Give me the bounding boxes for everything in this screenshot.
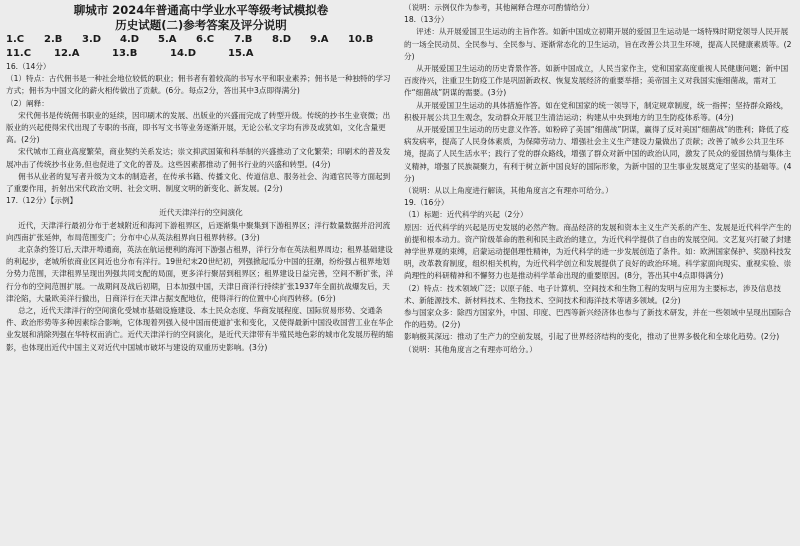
q19-paragraph: 影响极其深远：推动了生产力的空前发展，引起了世界经济结构的变化，推动了世界多极化和全球化趋势。(2分) — [404, 332, 780, 342]
q18-paragraph: 评述：从开展爱国卫生运动的主旨作答。如新中国成立初期开展的爱国卫生运动是一场特殊时期党领导人民开展的一场全民动员、全民参与、全民参与、逐渐常态化的卫生运动，旨在改善公共卫生环境，提高人民健康素质等。(2分) — [404, 27, 792, 61]
q16-paragraph: 佣书从业者的复写者升级为文本的制造者，在传承书籍、传播文化、传道信息、服务社会、沟通官民等方面起到了重要作用，折射出宋代政治文明、社会文明、制度文明的新变化、新发展。(2分) — [6, 171, 391, 194]
answer: 1.C — [6, 34, 25, 45]
note: （说明：其他角度言之有理亦可给分。） — [404, 344, 537, 354]
answer: 4.D — [120, 34, 140, 45]
q18-paragraph: 从开展爱国卫生运动的历史意义作答。如粉碎了美国“细菌战”阴谋，赢得了反对美国“细菌战”的胜利；降低了疫病发病率，提高了人民身体素质，为保障劳动力、增强社会主义生产建设力量做出了贡献；改善了城乡公共卫生环境，提高了人民生活水平；践行了党的群众路线，增强了群众对新中国的政治认同，激发了民众的爱国热情与集体主义精神，增强了民族凝聚力，有利于树立新中国良好的国际形象，为新中国的卫生事业发展奠定了坚实的基础等。(4分) — [404, 125, 792, 183]
answer: 12.A — [54, 48, 80, 59]
answer: 11.C — [6, 48, 32, 59]
answer: 14.D — [170, 48, 197, 59]
document-subtitle: 历史试题(二)参考答案及评分说明 — [115, 18, 287, 32]
answer: 15.A — [228, 48, 254, 59]
answer: 7.B — [234, 34, 253, 45]
q16-part2-heading: （2）阐释： — [6, 98, 49, 108]
right-column — [404, 0, 794, 546]
q17-paragraph: 北京条约签订后,天津开埠通商，英法在航运便利的海河下游强占租界，洋行分布在英法租界周边；租界基础建设的利起步，老城所依商业区间近也分布有洋行。19世纪末20世纪初，列强掀起瓜分中国的狂潮，纷纷强占租界地划分势力范围，天津租界呈现出列强共同支配的局面，更多洋行聚居到租界区；租界建设日益完善，空间不断扩张，洋行分布的空间范围扩展。一战期间及战后初期，日本加强中国，天津日商洋行持续扩张1937年全面抗战爆发后，天津沦陷，大量欧美洋行撤出，日商洋行在天津占据支配地位，使得洋行的位置中心向西转移。(6分) — [6, 245, 394, 303]
answer: 10.B — [348, 34, 374, 45]
q16-heading: 16.（14分） — [6, 62, 51, 71]
answer: 13.B — [112, 48, 138, 59]
answer: 6.C — [196, 34, 215, 45]
q17-paragraph: 近代，天津洋行最初分布于老城附近和海河下游租界区，后逐渐集中聚集到下游租界区；洋行数量数据并沿河流向西南扩张延伸，布局范围变广；分布中心从英法租界向日租界转移。(3分) — [6, 220, 391, 242]
answers-row-2 — [6, 47, 396, 61]
q19-paragraph: （2）特点：技术领域广泛；以原子能、电子计算机、空间技术和生物工程的发明与应用为主要标志，涉及信息技术、新能源技术、新材料技术、生物技术、空间技术和海洋技术等诸多领域。(2分) — [404, 283, 781, 305]
q19-paragraph: 原因：近代科学的兴起是历史发展的必然产物。商品经济的发展和资本主义生产关系的产生、发展是近代科学产生的前提和根本动力。资产阶级革命的胜利和民主政治的建立，为近代科学提供了自由的发展空间。文艺复兴打破了封建神学世界观的束缚，启蒙运动提倡理性精神，为近代科学的进一步发展创造了条件。如：欧洲国家保护、奖励科技发明，改革教育制度，组织相关机构，为近代科学创立和发展提供了良好的政治环境。科学家面向现实、重视实验、崇尚理性的科研精神和不懈努力也是推动科学革命出现的重要原因。(8分，答出其中4点即得满分) — [404, 222, 792, 281]
q16-paragraph: 宋代城市工商业高度繁荣，商业契约关系发达；崇文抑武国策和科举制的兴盛推动了文化繁荣；印刷术的普及发展冲击了传统抄书业务,但也促进了文化的普及。这些因素都推动了佣书行业的兴盛和转型。(4分) — [6, 147, 391, 169]
q18-paragraph: 从开展爱国卫生运动的具体措施作答。如在党和国家的统一领导下，制定规章制度，统一指挥；坚持群众路线，积极开展公共卫生观念，发动群众开展卫生清洁运动；构建从中央到地方的卫生防疫体系等。(4分) — [404, 100, 789, 122]
q19-heading: 19.（16分） — [404, 198, 449, 208]
answer: 3.D — [82, 34, 102, 45]
answer: 5.A — [158, 34, 177, 45]
q17-heading: 17.（12分）【示例】 — [6, 196, 78, 206]
q19-part1-title: （1）标题：近代科学的兴起（2分） — [404, 210, 528, 220]
answer: 9.A — [310, 34, 329, 45]
q19-paragraph: 参与国家众多：除西方国家外，中国、印度、巴西等新兴经济体也参与了新技术研发，并在一些领域中呈现出国际合作的趋势。(2分) — [404, 308, 792, 330]
note: （说明：从以上角度进行解读，其他角度言之有理亦可给分。） — [404, 186, 613, 196]
q16-part1: （1）特点：古代佣书是一种社会地位较低的职业；佣书者有着较高的书写水平和职业素养；佣书是一种独特的学习方式；佣书为中国文化的薪火相传做出了贡献。(6分。每点2分，答出其中3点即得满分) — [6, 74, 391, 96]
answer: 2.B — [44, 34, 63, 45]
left-column — [6, 0, 396, 546]
q16-paragraph: 宋代佣书是传统佣书职业的延续，因印刷术的发展、出版业的兴盛而完成了转型升级。传统的抄书生业衰微；出版业的兴起使得宋代出现了专职的书商，即书写文书等业务逐渐开展，无论公私文字均有涉及或犹如，文化含量更高。(2分) — [6, 110, 391, 145]
q18-heading: 18.（13分） — [404, 15, 449, 25]
note: （说明：示例仅作为参考，其他阐释合理亦可酌情给分） — [404, 3, 594, 12]
answers-row-1 — [6, 33, 396, 47]
answer: 8.D — [272, 34, 292, 45]
q17-paragraph: 总之，近代天津洋行的空间演化受城市基础设施建设、本土民众态度、华商发展程度、国际贸易形势、交通条件、政治形势等多种因素综合影响，它体现着列强入侵中国而使道扩张和变化，又使得最新中国没收国营工业在华企业发展和消除列强在华特权而消亡。近代天津洋行的空间演化，是近代天津带有半殖民地色彩的城市化发展历程的缩影，也体现出近代中国主义对近代中国城市破坏与建设的双重历史影响。(3分) — [6, 306, 394, 352]
q18-paragraph: 从开展爱国卫生运动的历史背景作答。如新中国成立，人民当家作主，党和国家高度重视人民健康问题；新中国百废待兴，注重卫生防疫工作是巩固新政权、恢复发展经济的重要举措；美帝国主义对我国实施细菌战，需对工作“细菌战”阴谋的需要。(3分) — [404, 64, 789, 98]
q17-essay-title: 近代天津洋行的空间演化 — [159, 208, 243, 218]
document-title: 聊城市 2024年普通高中学业水平等级考试模拟卷 — [73, 3, 329, 17]
